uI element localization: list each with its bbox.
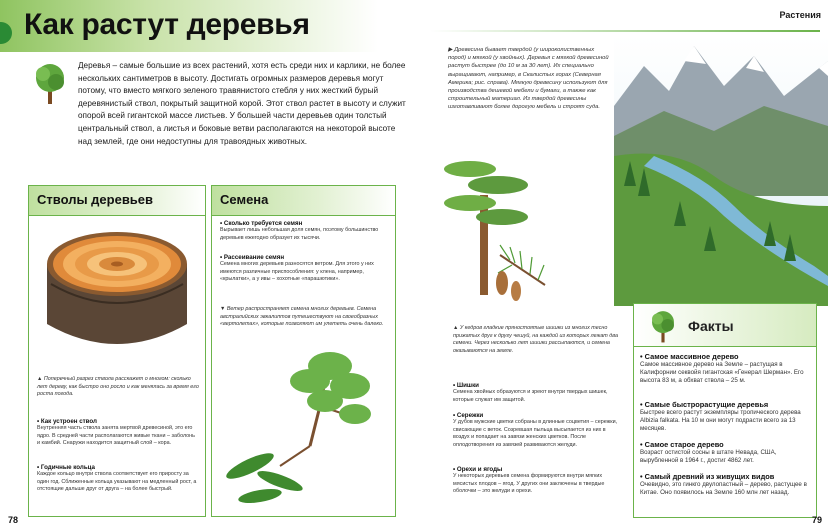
fruit-item-nuts — [453, 466, 618, 496]
trunk-item-head: • Годичные кольца — [37, 464, 199, 471]
fact-text: Очевидно, это гинкго двулопастный – дерево, растущее в Китае. Оно появилось на Земле 160 млн лет назад. — [640, 481, 807, 497]
section-rule — [430, 30, 820, 32]
fact-text: Быстрее всего растут экземпляры тропического дерева Albizia falkata. На 10 м они могут подрасти всего за 13 месяцев. — [640, 409, 801, 433]
fruit-item-catkins — [453, 412, 618, 449]
fruit-item-text: У некоторых деревьев семена формируются внутри мягких мясистых плодов – ягод. У других они заключены в твердые оболочки – это желуди и орехи. — [453, 473, 605, 495]
trunk-caption: ▲ Поперечный разрез ствола расскажет о многом: сколько лет дереву, как быстро оно росло и как менялась за время его роста погода. — [37, 376, 199, 398]
fruit-item-head: • Сережки — [453, 412, 618, 419]
facts-header — [634, 304, 816, 347]
seed-item-head: • Сколько требуется семян — [220, 220, 386, 227]
intro-text: Деревья – самые большие из всех растений, хотя есть среди них и карлики, не более нескольких сантиметров в высоту. Достигать огромных размеров деревья могут потому, что вместо мягкого зеленого травянистого стебля у них жесткий бурый деревянистый ствол, покрытый защитной корой. Этот ствол растет в высоту и служит опорой всей гигантской массе листьев. У большей части деревьев один толстый центральный ствол, а листья и боковые ветви располагаются на некоторой высоте над землей, где они недоступны для травоядных животных. — [78, 61, 406, 146]
mountain-forest-illustration — [614, 36, 828, 306]
fruit-item-cones — [453, 382, 618, 404]
seeds-title: Семена — [212, 186, 395, 216]
fruit-item-text: Семена хвойных образуются и зреют внутри твердых шишек, которые служат им защитой. — [453, 389, 608, 403]
trunk-item-rings — [37, 464, 199, 494]
fact-head: • Самое старое дерево — [640, 440, 810, 449]
fruit-item-text: У дубов мужские цветки собраны в длинные соцветия – сережки, свисающие с веток. Созревшая пыльца высыпается из них в воздух и попадает на завязи женских цветков. После оплодотворения из завязей развиваются желуди. — [453, 419, 618, 448]
tree-trunk-cross-section-illustration — [37, 224, 197, 359]
fact-head: • Самое массивное дерево — [640, 352, 810, 361]
trunk-item-structure — [37, 418, 199, 448]
small-tree-icon — [30, 60, 70, 106]
cedar-tree-illustration — [440, 155, 550, 315]
facts-title: Факты — [688, 318, 734, 334]
seed-item-text: Вырывает лишь небольшая доля семян, поэтому большинство деревьев ежегодно образует их тысячи. — [220, 227, 379, 241]
seed-item-count — [220, 220, 386, 242]
page-number-right: 79 — [812, 515, 823, 525]
seeds-panel — [211, 185, 396, 517]
seed-item-text: Семена многих деревьев разносятся ветром. Для этого у них имеются различные приспособления: у клена, например, «крылатки», а у ивы – хохотные «парашютики». — [220, 261, 374, 283]
fact-item — [640, 352, 810, 386]
fact-head: • Самый древний из живущих видов — [640, 472, 810, 481]
facts-panel — [633, 303, 817, 518]
fruit-item-head: • Шишки — [453, 382, 618, 389]
trunk-item-text: Каждое кольцо внутри ствола соответствует его приросту за один год. Сближенные кольца указывают на медленный рост, а отстоящие дальше друг от друга – на более быстрый. — [37, 471, 197, 493]
fact-text: Возраст остистой сосны в штате Невада, США, вырубленной в 1964 г., достиг 4862 лет. — [640, 449, 777, 465]
page-number-left: 78 — [8, 515, 19, 525]
section-label: Растения — [779, 10, 821, 20]
trunks-panel — [28, 185, 206, 517]
cedar-caption: ▲ У кедров гладкие пряностоятые шишки из многих тесно прижатых друг к другу чешуй, на каждой из которых лежат два семени. Через несколько лет шишки рассыпаются, и семена оказываются на земле. — [453, 325, 618, 354]
trunk-item-head: • Как устроен ствол — [37, 418, 199, 425]
seed-item-dispersal — [220, 254, 386, 284]
fact-item — [640, 472, 810, 497]
fact-head: • Самые быстрорастущие деревья — [640, 400, 810, 409]
page-title: Как растут деревья — [24, 8, 310, 41]
facts-tree-icon — [646, 308, 680, 344]
fact-text: Самое массивное дерево на Земле – растущая в Калифорнии секвойя гигантская «Генерал Шерман». Его высота 83 м, а обхват ствола – 25 м. — [640, 361, 804, 385]
wood-note: ▶ Древесина бывает твердой (у широколиственных пород) и мягкой (у хвойных). Деревья с мягкой древесиной растут быстрее (до 10 м за 30 лет). Их специально выращивают, например, в Скалистых горах (Северная Америка; рис. справа). Мягкую древесину используют для производства дешевой мебели и бумаги, а также как строительный материал. Из твердой древесины изготавливают более дорогую мебель и строят суда. — [448, 47, 609, 111]
fact-item — [640, 440, 810, 465]
trunk-item-text: Внутренняя часть ствола занята мертвой древесиной, это его ядро. В средней части располагаются живые ткани – заболонь и камбий. Снаружи находится защитный слой – кора. — [37, 425, 195, 447]
seeds-caption: ▼ Ветер распространяет семена многих деревьев. Семена австралийских эвкалиптов путешествуют на своеобразных «вертолетах», которые позволяют им улететь очень далеко. — [220, 306, 384, 328]
fruit-item-head: • Орехи и ягоды — [453, 466, 618, 473]
fact-item — [640, 400, 810, 434]
trunks-title: Стволы деревьев — [29, 186, 205, 216]
seed-item-head: • Рассеивание семян — [220, 254, 386, 261]
eucalyptus-branch-illustration — [220, 346, 390, 511]
